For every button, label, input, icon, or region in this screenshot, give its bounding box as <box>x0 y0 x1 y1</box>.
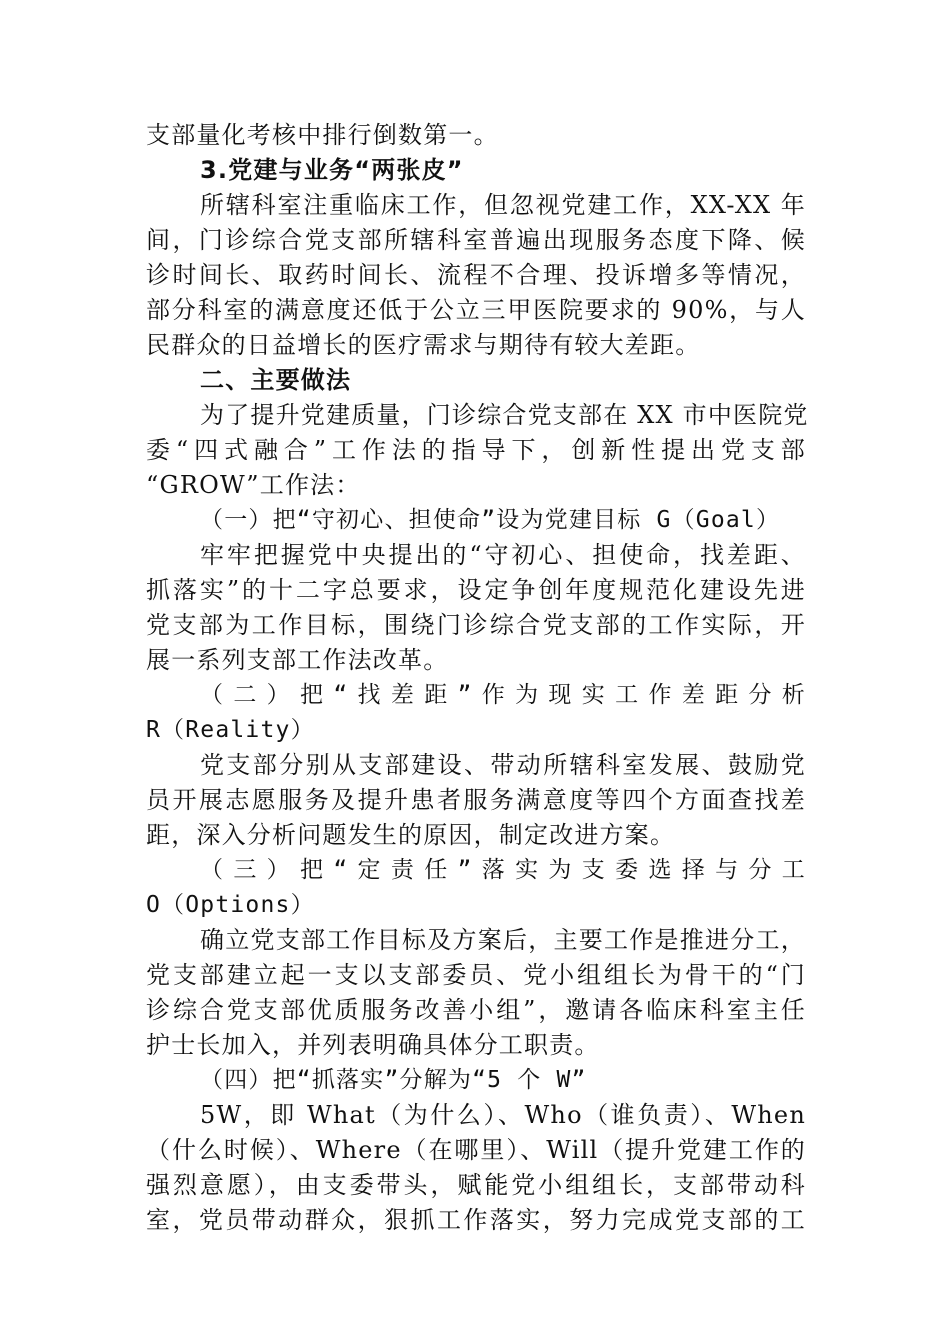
subheading-reality-cont: R（Reality） <box>146 717 315 743</box>
paragraph-line: 部分科室的满意度还低于公立三甲医院要求的 90%，与人 <box>146 296 806 324</box>
paragraph-line: 牢牢把握党中央提出的“守初心、担使命，找差距、 <box>200 541 806 569</box>
paragraph-line: 党支部为工作目标，围绕门诊综合党支部的工作实际，开 <box>146 611 806 639</box>
section-heading-3: 3.党建与业务“两张皮” <box>200 156 464 184</box>
paragraph-line: 距，深入分析问题发生的原因，制定改进方案。 <box>146 821 676 849</box>
paragraph-line: 展一系列支部工作法改革。 <box>146 646 449 674</box>
paragraph-line: 5W，即 What（为什么）、Who（谁负责）、When <box>200 1101 806 1129</box>
paragraph-line: “GROW”工作法： <box>146 471 361 499</box>
paragraph-line: 员开展志愿服务及提升患者服务满意度等四个方面查找差 <box>146 786 806 814</box>
paragraph-line: 确立党支部工作目标及方案后，主要工作是推进分工， <box>200 926 806 954</box>
subheading-goal: （一）把“守初心、担使命”设为党建目标 G（Goal） <box>200 507 781 533</box>
subheading-reality: （二）把“找差距”作为现实工作差距分析 <box>200 682 806 708</box>
subheading-options-cont: O（Options） <box>146 892 315 918</box>
paragraph-line: 室，党员带动群众，狠抓工作落实，努力完成党支部的工 <box>146 1206 806 1234</box>
paragraph-line: 护士长加入，并列表明确具体分工职责。 <box>146 1031 600 1059</box>
paragraph-line: 强烈意愿），由支委带头，赋能党小组组长，支部带动科 <box>146 1171 806 1199</box>
paragraph-line: （什么时候）、Where（在哪里）、Will（提升党建工作的 <box>146 1136 806 1164</box>
paragraph-line: 为了提升党建质量，门诊综合党支部在 XX 市中医院党 <box>200 401 809 429</box>
body-line: 支部量化考核中排行倒数第一。 <box>146 121 499 149</box>
paragraph-line: 间，门诊综合党支部所辖科室普遍出现服务态度下降、候 <box>146 226 806 254</box>
section-heading-main-methods: 二、主要做法 <box>200 366 352 394</box>
subheading-5w: （四）把“抓落实”分解为“5 个 W” <box>200 1067 587 1093</box>
subheading-options: （三）把“定责任”落实为支委选择与分工 <box>200 857 806 883</box>
paragraph-line: 所辖科室注重临床工作，但忽视党建工作，XX-XX 年 <box>200 191 806 219</box>
paragraph-line: 诊综合党支部优质服务改善小组”，邀请各临床科室主任 <box>146 996 806 1024</box>
paragraph-line: 诊时间长、取药时间长、流程不合理、投诉增多等情况， <box>146 261 806 289</box>
paragraph-line: 抓落实”的十二字总要求，设定争创年度规范化建设先进 <box>146 576 806 604</box>
paragraph-line: 党支部分别从支部建设、带动所辖科室发展、鼓励党 <box>200 751 806 779</box>
paragraph-line: 民群众的日益增长的医疗需求与期待有较大差距。 <box>146 331 701 359</box>
paragraph-line: 委“四式融合”工作法的指导下，创新性提出党支部 <box>146 436 806 464</box>
paragraph-line: 党支部建立起一支以支部委员、党小组组长为骨干的“门 <box>146 961 806 989</box>
